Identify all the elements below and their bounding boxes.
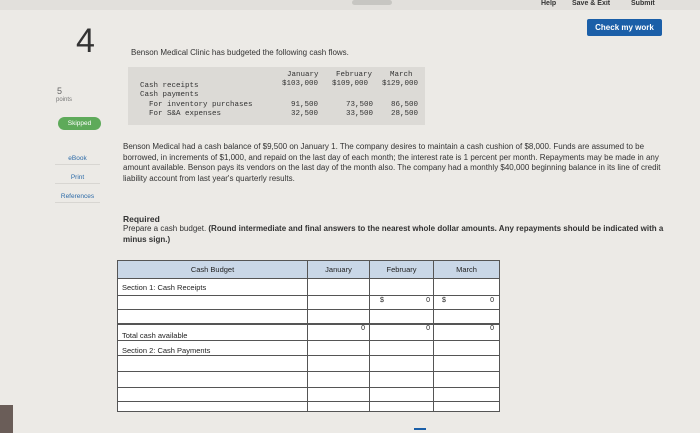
save-exit-button[interactable]: Save & Exit — [572, 0, 611, 7]
mar-total-value: 0 — [490, 325, 494, 332]
row-divider — [118, 371, 499, 372]
cash-flow-data-table — [128, 67, 425, 125]
required-instruction — [123, 224, 668, 245]
row-divider — [118, 324, 499, 325]
section-cash-receipts: Section 1: Cash Receipts — [122, 283, 207, 292]
column-divider — [307, 278, 308, 411]
cash-budget-table — [117, 260, 500, 412]
section-cash-payments: Section 2: Cash Payments — [122, 346, 211, 355]
data-cell: $103,000 — [282, 80, 319, 88]
data-row-label: Cash receipts — [140, 82, 199, 90]
data-cell: $109,000 — [332, 80, 369, 88]
references-button[interactable]: References — [55, 191, 100, 203]
data-header-january: January — [287, 71, 319, 79]
points-value: 5 — [57, 86, 63, 96]
feb-total-value: 0 — [426, 325, 430, 332]
problem-intro: Benson Medical Clinic has budgeted the following cash flows. — [131, 48, 349, 57]
data-cell: 86,500 — [391, 101, 419, 109]
header-cash-budget: Cash Budget — [118, 261, 308, 279]
currency-symbol: $ — [442, 297, 446, 304]
data-row-label: Cash payments — [140, 91, 199, 99]
submit-button[interactable]: Submit — [631, 0, 655, 7]
data-row-label: For S&A expenses — [149, 110, 222, 118]
data-cell: 32,500 — [291, 110, 319, 118]
row-divider — [118, 340, 499, 341]
check-my-work-button[interactable]: Check my work — [587, 19, 662, 36]
question-number: 4 — [76, 22, 95, 60]
data-cell: 28,500 — [391, 110, 419, 118]
row-divider — [118, 309, 499, 310]
row-divider — [118, 355, 499, 356]
mar-receipts-value: 0 — [490, 297, 494, 304]
data-cell: 73,500 — [346, 101, 374, 109]
ebook-button[interactable]: eBook — [55, 153, 100, 165]
total-cash-available-label: Total cash available — [122, 331, 188, 340]
print-button[interactable]: Print — [55, 172, 100, 184]
help-link[interactable]: Help — [541, 0, 557, 7]
header-february: February — [370, 261, 434, 279]
column-divider — [433, 278, 434, 411]
row-divider — [118, 295, 499, 296]
jan-total-value: 0 — [361, 325, 365, 332]
currency-symbol: $ — [380, 297, 384, 304]
problem-scenario: Benson Medical had a cash balance of $9,500 on January 1. The company desires to maintain a cash cushion of $8,000. Funds are assumed to be borrowed, in increments of $1,000, and repaid on the last day of each month; the interest rate is 1 percent per month. Repayments may be made in any amount available. Benson pays its vendors on the last day of the month also. The company had a monthly $40,000 beginning balance in its line of credit liability account from last year's quarterly results. — [123, 142, 661, 183]
status-badge: Skipped — [58, 117, 101, 130]
instruction-text: Prepare a cash budget. — [123, 224, 209, 233]
header-january: January — [308, 261, 370, 279]
required-heading: Required — [123, 214, 160, 224]
data-cell: $129,000 — [382, 80, 419, 88]
data-cell: 91,500 — [291, 101, 319, 109]
points-label: points — [56, 97, 73, 103]
data-cell: 33,500 — [346, 110, 374, 118]
feb-receipts-value: 0 — [426, 297, 430, 304]
drag-handle[interactable] — [352, 0, 392, 5]
row-divider — [118, 387, 499, 388]
column-divider — [369, 278, 370, 411]
page-edge — [0, 405, 13, 433]
data-header-february: February — [336, 71, 373, 79]
header-march: March — [434, 261, 499, 279]
instruction-rounding-note: (Round intermediate and final answers to the nearest whole dollar amounts. Any repayments should be indicated with a minus sign.) — [123, 224, 664, 244]
data-header-march: March — [390, 71, 413, 79]
scroll-indicator[interactable] — [414, 428, 426, 430]
row-divider — [118, 401, 499, 402]
data-row-label: For inventory purchases — [149, 101, 253, 109]
